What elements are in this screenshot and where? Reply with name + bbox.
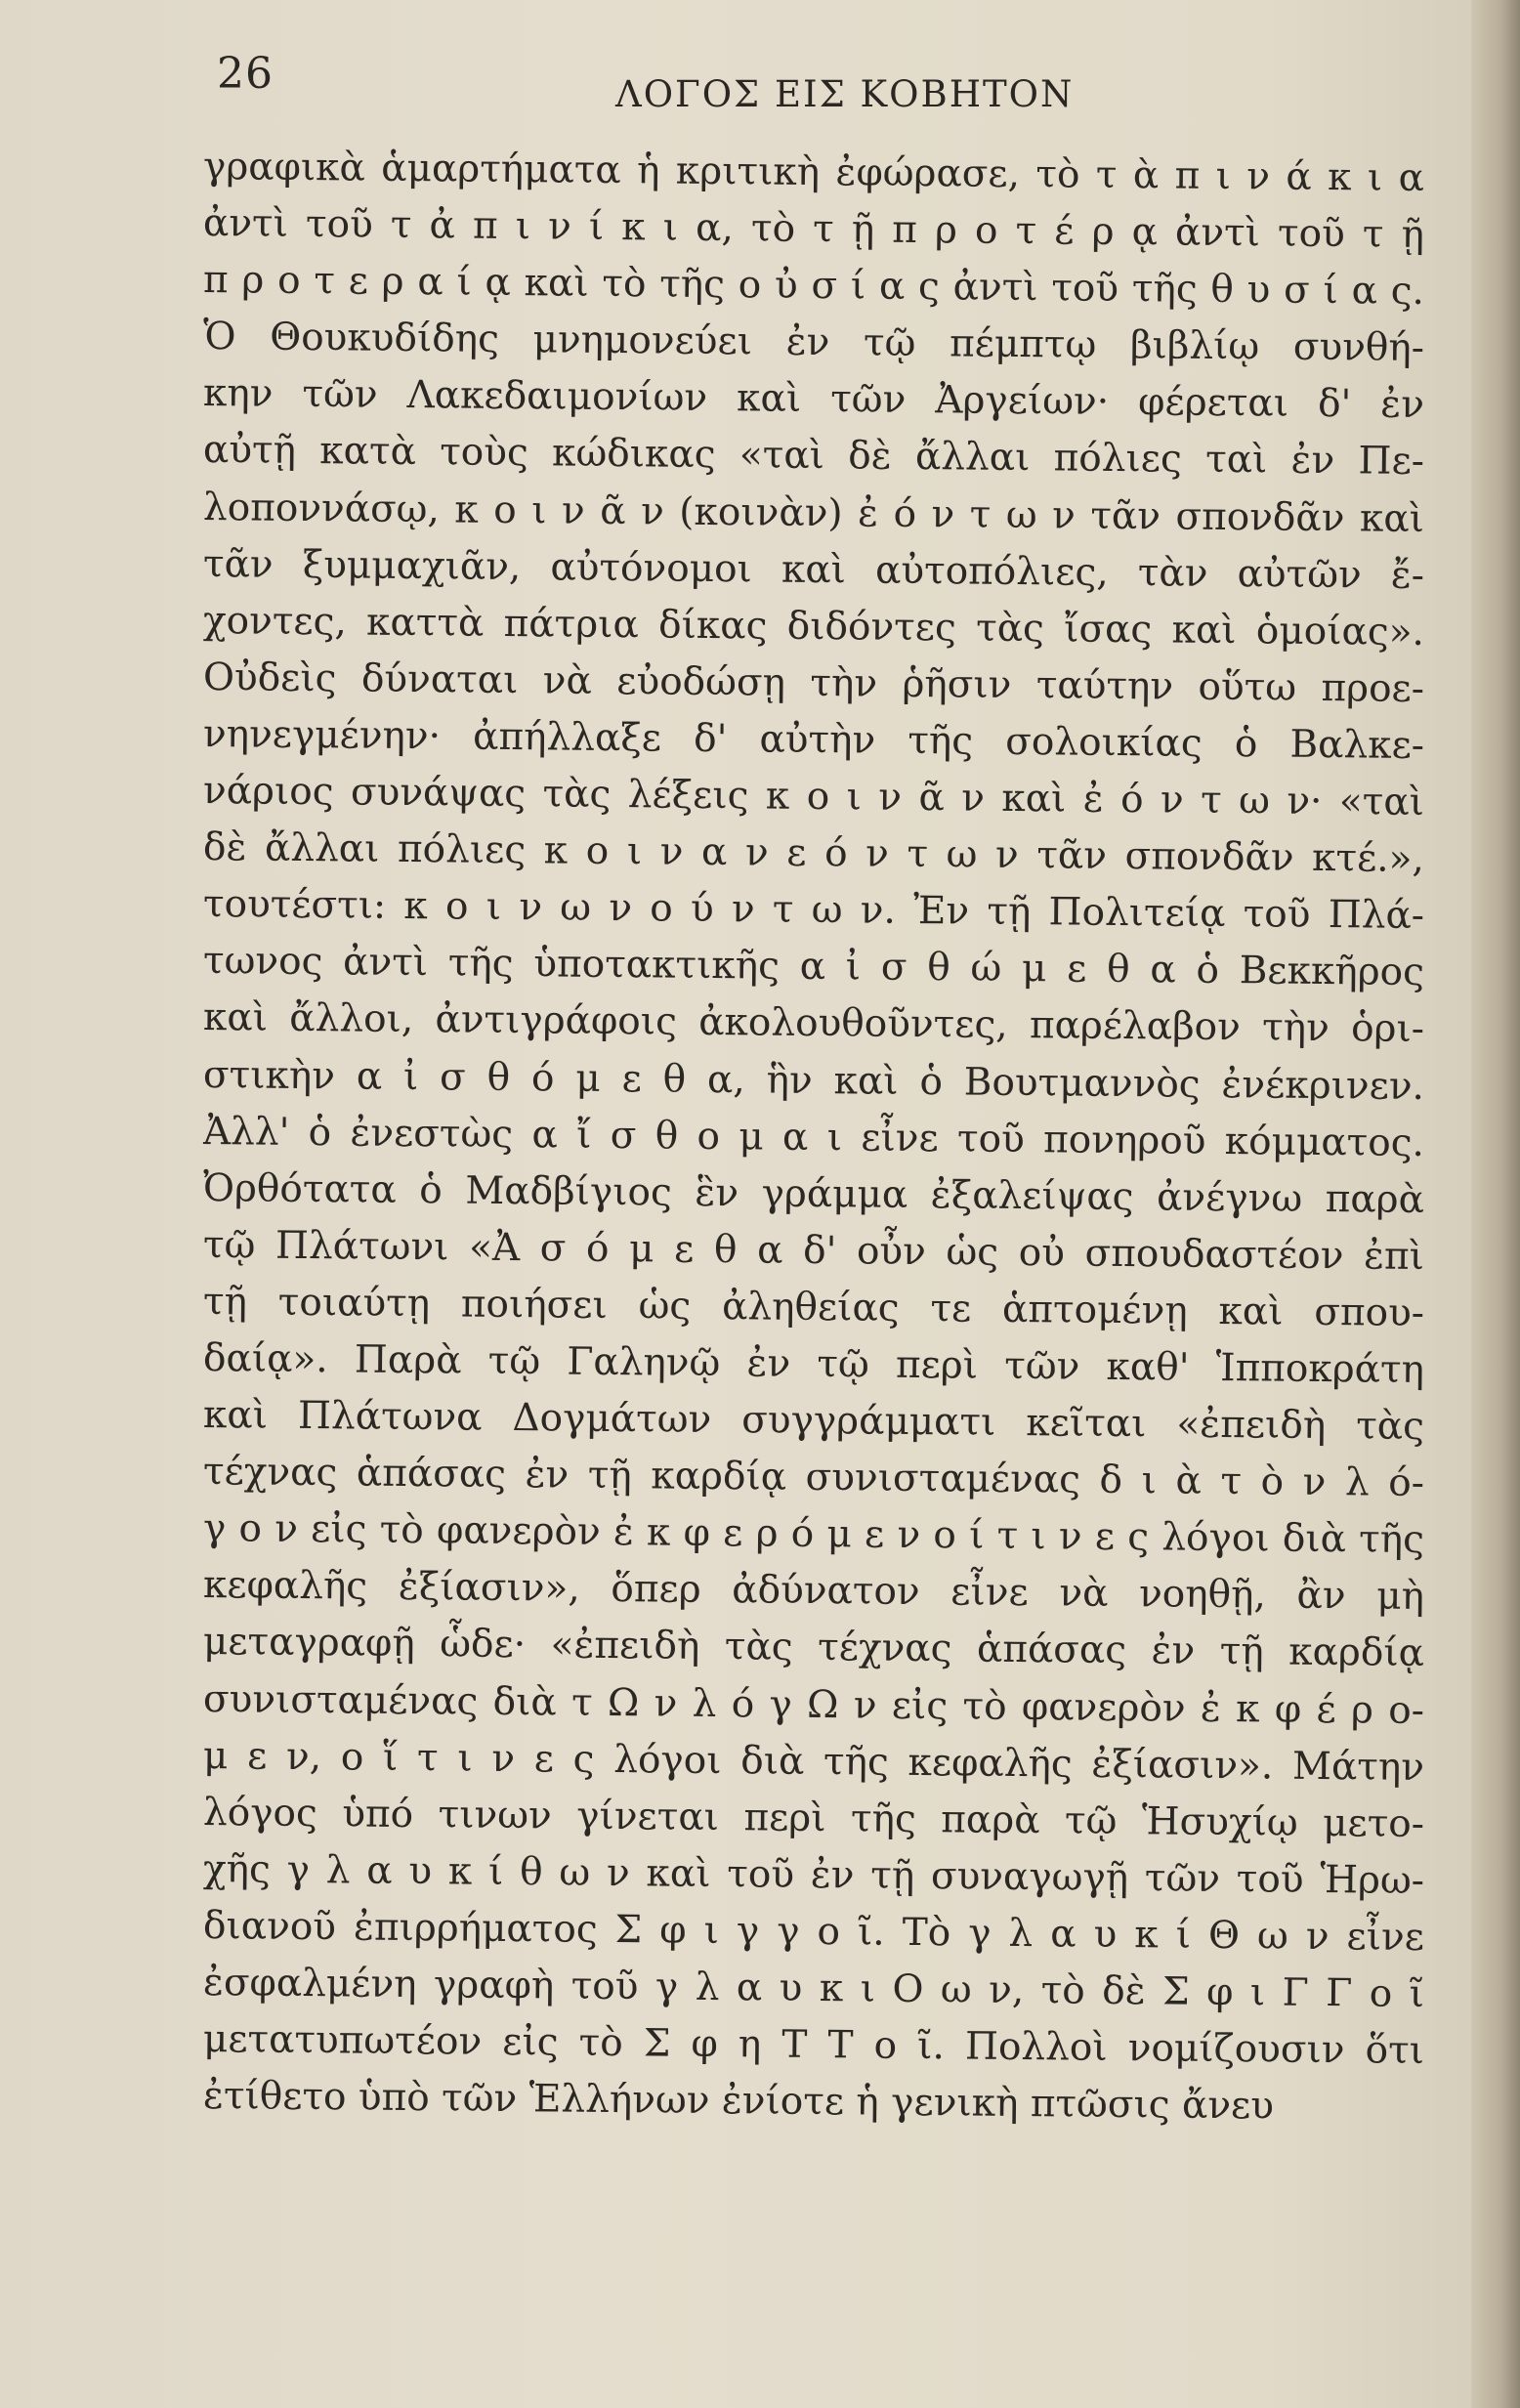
text-line: κεφαλῆς ἐξίασιν», ὅπερ ἀδύνατον εἶνε νὰ νοηθῇ, ἂν μὴ — [202, 1563, 1425, 1620]
text-line: μεταγραφῇ ὧδε· «ἐπειδὴ τὰς τέχνας ἁπάσας ἐν τῇ καρδίᾳ — [202, 1620, 1425, 1676]
body-text — [202, 139, 1425, 2129]
text-line: τῇ τοιαύτῃ ποιήσει ὡς ἀληθείας τε ἁπτομένῃ καὶ σπου- — [202, 1279, 1425, 1335]
text-line: χῆς γ λ α υ κ ί θ ω ν καὶ τοῦ ἐν τῇ συναγωγῇ τῶν τοῦ Ἡρω- — [202, 1846, 1425, 1903]
page-edge-shadow — [1471, 0, 1520, 2408]
text-line: π ρ ο τ ε ρ α ί ᾳ καὶ τὸ τῆς ο ὐ σ ί α ς ἀντὶ τοῦ τῆς θ υ σ ί α ς. — [202, 258, 1425, 315]
text-line: χοντες, καττὰ πάτρια δίκας διδόντες τὰς ἴσας καὶ ὁμοίας». — [202, 598, 1425, 655]
text-line: κην τῶν Λακεδαιμονίων καὶ τῶν Ἀργείων· φέρεται δ' ἐν — [202, 371, 1425, 428]
text-line: ἀντὶ τοῦ τ ἀ π ι ν ί κ ι α, τὸ τ ῇ π ρ ο τ έ ρ ᾳ ἀντὶ τοῦ τ ῇ — [202, 201, 1425, 258]
text-line: γραφικὰ ἁμαρτήματα ἡ κριτικὴ ἐφώρασε, τὸ τ ὰ π ι ν ά κ ι α — [202, 145, 1425, 200]
text-line: ἐτίθετο ὑπὸ τῶν Ἑλλήνων ἐνίοτε ἡ γενικὴ πτῶσις ἄνευ — [202, 2074, 1275, 2129]
text-line: λόγος ὑπό τινων γίνεται περὶ τῆς παρὰ τῷ Ἡσυχίῳ μετο- — [202, 1790, 1425, 1846]
text-line: στικὴν α ἰ σ θ ό μ ε θ α, ἣν καὶ ὁ Βουτμαννὸς ἐνέκρινεν. — [202, 1052, 1425, 1109]
text-line: νάριος συνάψας τὰς λέξεις κ ο ι ν ᾶ ν καὶ ἐ ό ν τ ω ν· «ταὶ — [202, 769, 1425, 825]
text-line: δὲ ἄλλαι πόλιες κ ο ι ν α ν ε ό ν τ ω ν τᾶν σπονδᾶν κτέ.», — [202, 825, 1425, 882]
page-number: 26 — [217, 49, 274, 99]
text-line: ἐσφαλμένη γραφὴ τοῦ γ λ α υ κ ι Ο ω ν, τὸ δὲ Σ φ ι Γ Γ ο ῖ — [202, 1961, 1425, 2016]
text-line: συνισταμένας διὰ τ Ω ν λ ό γ Ω ν εἰς τὸ φανερὸν ἐ κ φ έ ρ ο- — [202, 1676, 1425, 1733]
text-line: νηνεγμένην· ἀπήλλαξε δ' αὐτὴν τῆς σολοικίας ὁ Βαλκε- — [202, 711, 1425, 768]
text-line: δαίᾳ». Παρὰ τῷ Γαληνῷ ἐν τῷ περὶ τῶν καθ' Ἱπποκράτη — [202, 1335, 1425, 1392]
text-line: Ὀρθότατα ὁ Μαδβίγιος ἓν γράμμα ἐξαλείψας ἀνέγνω παρὰ — [202, 1165, 1425, 1222]
text-line: γ ο ν εἰς τὸ φανερὸν ἐ κ φ ε ρ ό μ ε ν ο ί τ ι ν ε ς λόγοι διὰ τῆς — [202, 1506, 1425, 1563]
text-line: τουτέστι: κ ο ι ν ω ν ο ύ ν τ ω ν. Ἐν τῇ Πολιτείᾳ τοῦ Πλά- — [202, 882, 1425, 939]
text-line: Οὐδεὶς δύναται νὰ εὐοδώσῃ τὴν ῥῆσιν ταύτην οὕτω προε- — [202, 655, 1425, 711]
text-line: διανοῦ ἐπιρρήματος Σ φ ι γ γ ο ῖ. Τὸ γ λ α υ κ ί Θ ω ν εἶνε — [202, 1903, 1425, 1960]
text-line: λοποννάσῳ, κ ο ι ν ᾶ ν (κοινὰν) ἐ ό ν τ ω ν τᾶν σπονδᾶν καὶ — [202, 485, 1425, 541]
text-line: καὶ ἄλλοι, ἀντιγράφοις ἀκολουθοῦντες, παρέλαβον τὴν ὁρι- — [202, 995, 1425, 1052]
text-line: καὶ Πλάτωνα Δογμάτων συγγράμματι κεῖται «ἐπειδὴ τὰς — [202, 1393, 1425, 1450]
text-line: Ὁ Θουκυδίδης μνημονεύει ἐν τῷ πέμπτῳ βιβλίῳ συνθή- — [202, 315, 1425, 371]
text-line: τωνος ἀντὶ τῆς ὑποτακτικῆς α ἰ σ θ ώ μ ε θ α ὁ Βεκκῆρος — [202, 939, 1425, 995]
text-line: Ἀλλ' ὁ ἐνεστὼς α ἴ σ θ ο μ α ι εἶνε τοῦ πονηροῦ κόμματος. — [202, 1109, 1425, 1165]
text-line: μ ε ν, ο ἵ τ ι ν ε ς λόγοι διὰ τῆς κεφαλῆς ἐξίασιν». Μάτην — [202, 1733, 1425, 1790]
text-line: τῷ Πλάτωνι «Ἀ σ ό μ ε θ α δ' οὖν ὡς οὐ σπουδαστέον ἐπὶ — [202, 1222, 1425, 1279]
text-line: τέχνας ἁπάσας ἐν τῇ καρδίᾳ συνισταμένας δ ι ὰ τ ὸ ν λ ό- — [202, 1450, 1425, 1506]
text-line: μετατυπωτέον εἰς τὸ Σ φ η Τ Τ ο ῖ. Πολλοὶ νομίζουσιν ὅτι — [202, 2017, 1425, 2074]
text-line: τᾶν ξυμμαχιᾶν, αὐτόνομοι καὶ αὐτοπόλιες, τὰν αὐτῶν ἔ- — [202, 541, 1425, 598]
text-line: αὐτῇ κατὰ τοὺς κώδικας «ταὶ δὲ ἄλλαι πόλιες ταὶ ἐν Πε- — [202, 428, 1425, 485]
running-head: ΛΟΓΟΣ ΕΙΣ ΚΟΒΗΤΟΝ — [615, 73, 1075, 115]
